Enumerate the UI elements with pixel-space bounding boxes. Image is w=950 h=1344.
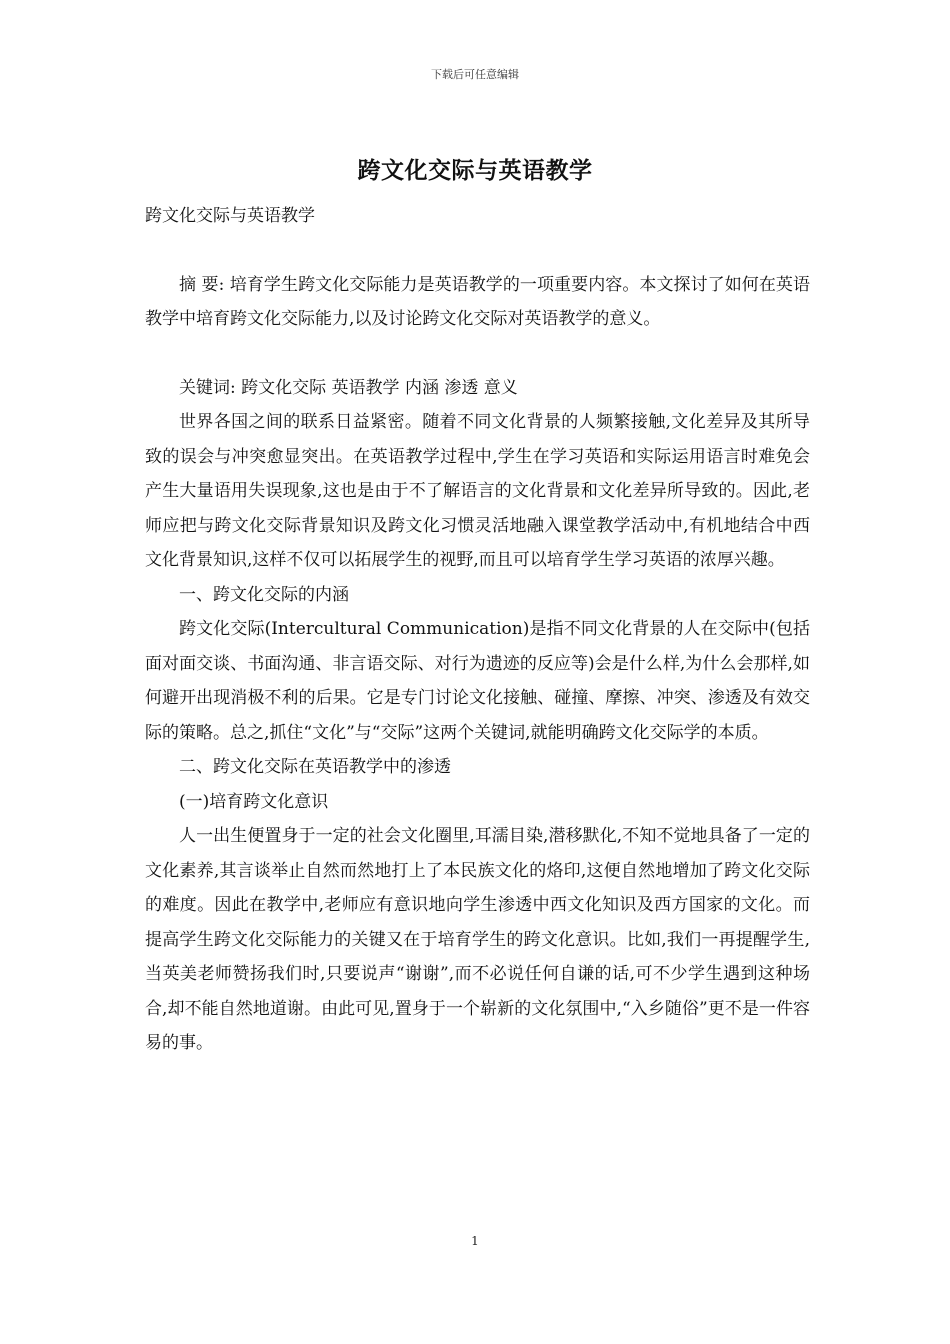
document-body (145, 199, 810, 1061)
body-paragraph: 跨文化交际(Intercultural Communication)是指不同文化背景的人在交际中(包括面对面交谈、书面沟通、非言语交际、对行为遗迹的反应等)会是什么样,为什么会那样,如何避开出现消极不利的后果。它是专门讨论文化接触、碰撞、摩擦、冲突、渗透及有效交际的策略。总之,抓住“文化”与“交际”这两个关键词,就能明确跨文化交际学的本质。 (145, 619, 810, 743)
section-heading: 二、跨文化交际在英语教学中的渗透 (179, 757, 451, 777)
page-number: 1 (471, 1234, 479, 1248)
document-subtitle: 跨文化交际与英语教学 (145, 206, 315, 226)
section-heading: 一、跨文化交际的内涵 (179, 584, 349, 605)
spacer (145, 337, 810, 371)
document-title: 跨文化交际与英语教学 (357, 158, 593, 184)
subsection-heading: (一)培育跨文化意识 (179, 791, 329, 812)
body-paragraph: 人一出生便置身于一定的社会文化圈里,耳濡目染,潜移默化,不知不觉地具备了一定的文化素养,其言谈举止自然而然地打上了本民族文化的烙印,这便自然地增加了跨文化交际的难度。因此在教学中,老师应有意识地向学生渗透中西文化知识及西方国家的文化。而提高学生跨文化交际能力的关键又在于培育学生的跨文化意识。比如,我们一再提醒学生,当英美老师赞扬我们时,只要说声“谢谢”,而不必说任何自谦的话,可不少学生遇到这种场合,却不能自然地道谢。由此可见,置身于一个崭新的文化氛围中,“入乡随俗”更不是一件容易的事。 (145, 826, 810, 1053)
abstract-paragraph: 摘 要: 培育学生跨文化交际能力是英语教学的一项重要内容。本文探讨了如何在英语教学中培育跨文化交际能力,以及讨论跨文化交际对英语教学的意义。 (145, 274, 810, 329)
body-paragraph: 世界各国之间的联系日益紧密。随着不同文化背景的人频繁接触,文化差异及其所导致的误会与冲突愈显突出。在英语教学过程中,学生在学习英语和实际运用语言时难免会产生大量语用失误现象,这也是由于不了解语言的文化背景和文化差异所导致的。因此,老师应把与跨文化交际背景知识及跨文化习惯灵活地融入课堂教学活动中,有机地结合中西文化背景知识,这样不仅可以拓展学生的视野,而且可以培育学生学习英语的浓厚兴趣。 (145, 412, 810, 570)
header-note: 下载后可任意编辑 (431, 68, 519, 81)
keywords-line: 关键词: 跨文化交际 英语教学 内涵 渗透 意义 (179, 377, 518, 398)
spacer (145, 234, 810, 268)
